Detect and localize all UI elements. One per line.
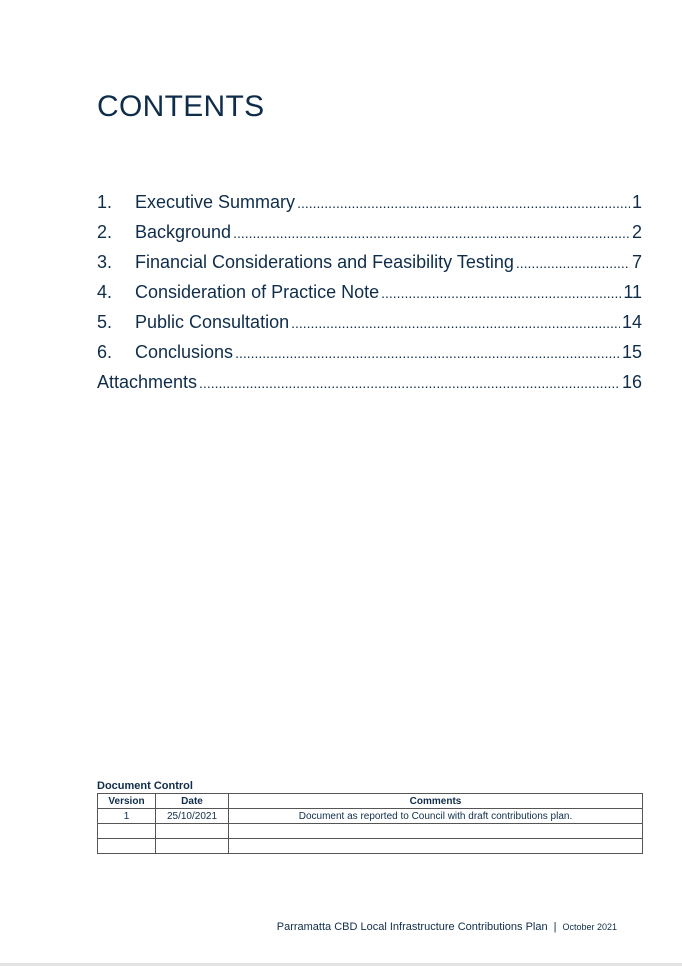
toc-leader: [199, 375, 620, 391]
toc-page-number: 11: [623, 282, 642, 302]
toc-title: Conclusions: [135, 342, 234, 362]
table-of-contents: [97, 192, 642, 402]
cell-comments: [229, 824, 643, 839]
table-row: [98, 809, 643, 824]
cell-comments: [229, 839, 643, 854]
toc-item[interactable]: [97, 192, 642, 222]
column-header-date: Date: [156, 794, 229, 809]
column-header-comments: Comments: [229, 794, 643, 809]
toc-page-number: 2: [631, 222, 642, 242]
toc-page-number: 14: [621, 312, 642, 332]
cell-version: [98, 824, 156, 839]
cell-date: 25/10/2021: [156, 809, 229, 824]
toc-item-attachments[interactable]: [97, 372, 642, 402]
toc-item[interactable]: [97, 342, 642, 372]
cell-version: 1: [98, 809, 156, 824]
table-row: [98, 824, 643, 839]
toc-leader: [291, 315, 620, 331]
document-control-title: Document Control: [97, 780, 193, 792]
toc-number: 6.: [97, 342, 113, 362]
toc-title: Attachments: [97, 372, 198, 392]
toc-item[interactable]: [97, 282, 642, 312]
toc-number: 2.: [97, 222, 113, 242]
toc-number: 4.: [97, 282, 113, 302]
page-title: CONTENTS: [97, 90, 265, 123]
toc-page-number: 7: [631, 252, 642, 272]
cell-version: [98, 839, 156, 854]
document-control-table: [97, 793, 643, 854]
toc-item[interactable]: [97, 222, 642, 252]
toc-number: 1.: [97, 192, 113, 212]
toc-leader: [297, 195, 630, 211]
toc-page-number: 16: [621, 372, 642, 392]
toc-title: Consideration of Practice Note: [135, 282, 380, 302]
toc-number: 3.: [97, 252, 113, 272]
page-footer: [277, 921, 617, 933]
toc-item[interactable]: [97, 312, 642, 342]
toc-page-number: 15: [621, 342, 642, 362]
cell-date: [156, 824, 229, 839]
cell-comments: Document as reported to Council with draft contributions plan.: [229, 809, 643, 824]
toc-title: Public Consultation: [135, 312, 290, 332]
toc-leader: [233, 225, 630, 241]
document-control: [97, 780, 643, 854]
table-row: [98, 839, 643, 854]
toc-item[interactable]: [97, 252, 642, 282]
cell-date: [156, 839, 229, 854]
toc-title: Executive Summary: [135, 192, 296, 212]
toc-number: 5.: [97, 312, 113, 332]
table-header-row: [98, 794, 643, 809]
footer-date: October 2021: [562, 922, 617, 932]
toc-title: Background: [135, 222, 232, 242]
toc-leader: [235, 345, 620, 361]
toc-leader: [381, 285, 621, 301]
toc-page-number: 1: [631, 192, 642, 212]
footer-separator: |: [553, 921, 557, 933]
column-header-version: Version: [98, 794, 156, 809]
toc-leader: [516, 255, 630, 271]
toc-title: Financial Considerations and Feasibility Testing: [135, 252, 514, 272]
footer-plan-name: Parramatta CBD Local Infrastructure Contributions Plan: [276, 921, 548, 933]
